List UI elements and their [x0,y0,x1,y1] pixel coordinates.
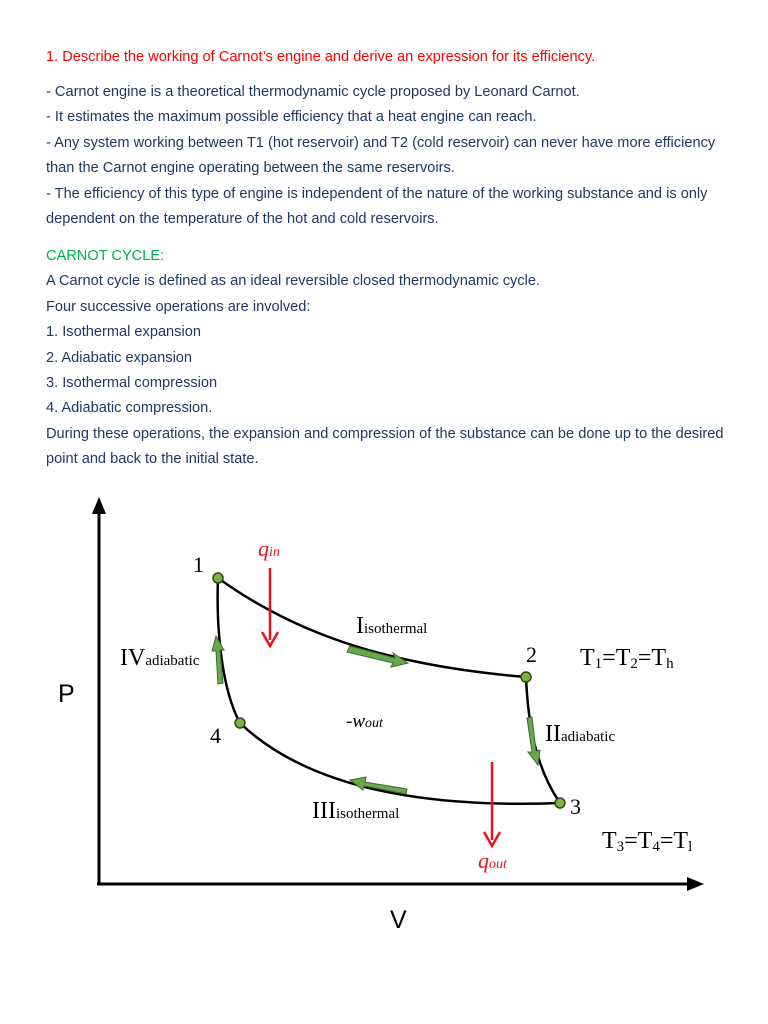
q-out-label: qout [478,848,507,873]
work-out-label: -wout [346,711,383,732]
cycle-definition: A Carnot cycle is defined as an ideal reversible closed thermodynamic cycle. [46,273,540,290]
section-title: CARNOT CYCLE: [46,248,165,264]
p-axis-label: P [58,680,75,708]
point-label-1: 1 [193,552,204,577]
point-label-3: 3 [570,794,581,819]
v-axis-arrowhead [687,877,704,891]
v-axis-label: V [390,906,407,934]
state-point-2 [521,672,531,682]
state-point-3 [555,798,565,808]
state-point-4 [235,718,245,728]
process-label-isothermal-expansion: Iisothermal [356,613,428,639]
closing-text: During these operations, the expansion and compression of the substance can be done up to the desired point and back to the initial state. [46,425,724,468]
process-label-adiabatic-expansion: IIadiabatic [545,721,616,747]
green-arrow-down-icon [527,717,540,765]
intro-line: - Any system working between T1 (hot reservoir) and T2 (cold reservoir) can never have more efficiency than the Carnot engine operating between the same reservoirs. [46,134,716,177]
operation-item: 4. Adiabatic compression. [46,400,213,417]
process-label-adiabatic-compression: IVadiabatic [120,645,200,671]
operation-item: 3. Isothermal compression [46,375,218,392]
intro-line: - It estimates the maximum possible efficiency that a heat engine can reach. [46,109,537,126]
intro-line: - Carnot engine is a theoretical thermodynamic cycle proposed by Leonard Carnot. [46,84,580,100]
hot-temperature-relation: T1=T2=Th [580,645,674,672]
question-heading: 1. Describe the working of Carnot’s engine and derive an expression for its efficiency. [46,49,596,65]
green-arrow-right-icon [347,646,408,667]
p-axis-arrowhead [92,497,106,514]
operations-intro: Four successive operations are involved: [46,298,311,315]
process-label-isothermal-compression: IIIisothermal [312,798,400,824]
operation-item: 1. Isothermal expansion [46,324,201,341]
cold-temperature-relation: T3=T4=Tl [602,828,693,855]
point-label-2: 2 [526,642,537,667]
state-point-1 [213,573,223,583]
intro-line: - The efficiency of this type of engine is independent of the nature of the working substance and is only dependent on the temperature of the hot and cold reservoirs. [46,185,708,228]
q-in-label: qin [258,536,280,561]
point-label-4: 4 [210,723,221,748]
operation-item: 2. Adiabatic expansion [46,349,193,366]
